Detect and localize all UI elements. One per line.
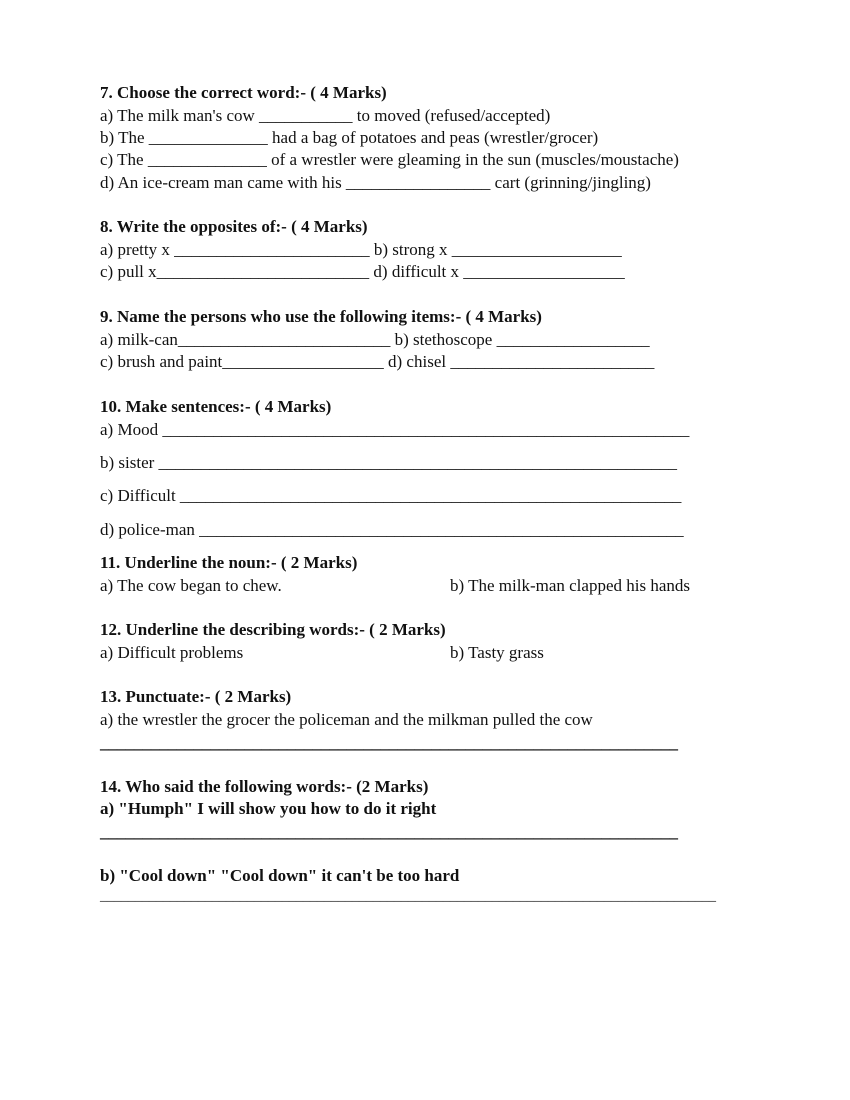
- q14-answer-line-a: ____________________________________________________________________: [100, 822, 678, 841]
- q10-item-d: d) police-man _________________________________________________________: [100, 520, 684, 539]
- q12-item-a: a) Difficult problems: [100, 643, 244, 662]
- q8-line-2: c) pull x_________________________ d) difficult x ___________________: [100, 262, 625, 281]
- q13-heading: 13. Punctuate:- ( 2 Marks): [100, 687, 292, 706]
- q8-line-1: a) pretty x _______________________ b) strong x ____________________: [100, 240, 622, 259]
- q14-heading: 14. Who said the following words:- (2 Marks): [100, 777, 429, 796]
- q14-item-b: b) "Cool down" "Cool down" it can't be too hard: [100, 866, 460, 885]
- q12-heading: 12. Underline the describing words:- ( 2 Marks): [100, 620, 446, 639]
- q11-heading: 11. Underline the noun:- ( 2 Marks): [100, 553, 358, 572]
- q11-item-b: b) The milk-man clapped his hands: [450, 576, 690, 595]
- q13-answer-line: ____________________________________________________________________: [100, 733, 678, 752]
- q10-item-a: a) Mood ______________________________________________________________: [100, 420, 690, 439]
- q9-line-2: c) brush and paint___________________ d) chisel ________________________: [100, 352, 655, 371]
- q9-line-1: a) milk-can_________________________ b) stethoscope __________________: [100, 330, 650, 349]
- q10-item-b: b) sister _____________________________________________________________: [100, 453, 678, 472]
- q12-item-b: b) Tasty grass: [450, 643, 544, 662]
- q10-item-c: c) Difficult ___________________________________________________________: [100, 486, 682, 505]
- q7-heading: 7. Choose the correct word:- ( 4 Marks): [100, 83, 387, 102]
- q7-item-d: d) An ice-cream man came with his _________________ cart (grinning/jingling): [100, 173, 651, 192]
- q11-item-a: a) The cow began to chew.: [100, 576, 282, 595]
- q8-heading: 8. Write the opposites of:- ( 4 Marks): [100, 217, 368, 236]
- q7-item-b: b) The ______________ had a bag of potatoes and peas (wrestler/grocer): [100, 128, 599, 147]
- q13-item-a: a) the wrestler the grocer the policeman and the milkman pulled the cow: [100, 710, 593, 729]
- q9-heading: 9. Name the persons who use the following items:- ( 4 Marks): [100, 307, 542, 326]
- q7-item-c: c) The ______________ of a wrestler were gleaming in the sun (muscles/moustache): [100, 150, 679, 169]
- q14-item-a: a) "Humph" I will show you how to do it right: [100, 799, 437, 818]
- q7-item-a: a) The milk man's cow ___________ to moved (refused/accepted): [100, 106, 551, 125]
- q10-heading: 10. Make sentences:- ( 4 Marks): [100, 397, 332, 416]
- q14-answer-line-b: ________________________________________________________________________________________: [100, 889, 716, 904]
